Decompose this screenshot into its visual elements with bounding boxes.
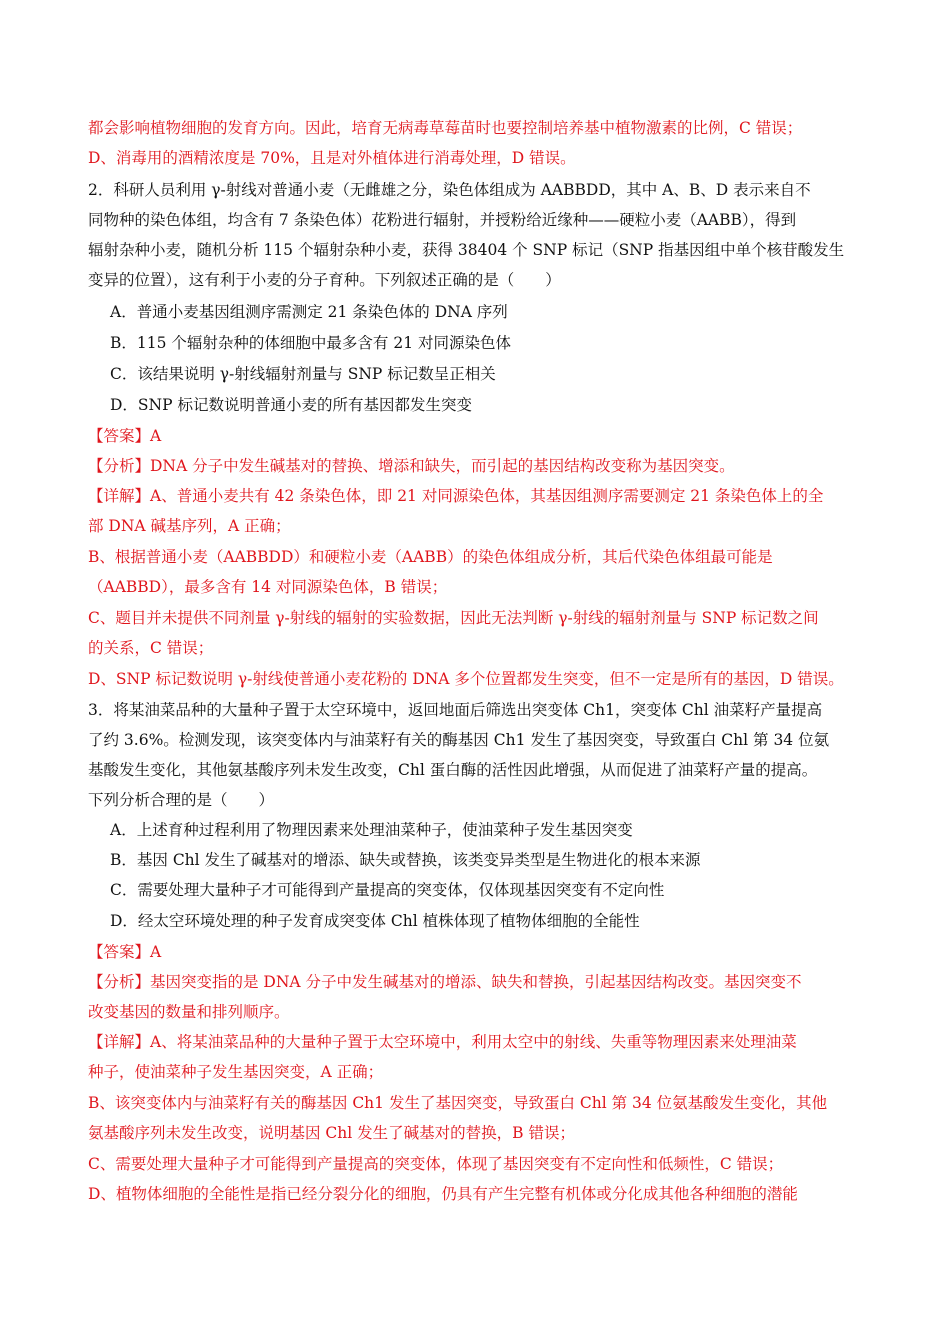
- question-2-stem: 变异的位置），这有利于小麦的分子育种。下列叙述正确的是（ ）: [88, 271, 561, 289]
- question-2-option-d: D．SNP 标记数说明普通小麦的所有基因都发生突变: [110, 396, 472, 414]
- question-3-stem: 基酸发生变化，其他氨基酸序列未发生改变，Chl 蛋白酶的活性因此增强，从而促进了油菜籽产量的提高。: [88, 761, 818, 779]
- explanation-line: D、植物体细胞的全能性是指已经分裂分化的细胞，仍具有产生完整有机体或分化成其他各种细胞的潜能: [88, 1185, 798, 1203]
- explanation-line: 的关系，C 错误；: [88, 639, 214, 657]
- question-3-option-b: B．基因 Chl 发生了碱基对的增添、缺失或替换，该类变异类型是生物进化的根本来源: [110, 851, 701, 869]
- explanation-line: 种子，使油菜种子发生基因突变，A 正确；: [88, 1063, 384, 1081]
- explanation-line: 【详解】A、普通小麦共有 42 条染色体，即 21 对同源染色体，其基因组测序需要测定 21 条染色体上的全: [88, 487, 824, 505]
- answer-line: D、消毒用的酒精浓度是 70%，且是对外植体进行消毒处理，D 错误。: [88, 149, 576, 167]
- question-2-stem: 2．科研人员利用 γ-射线对普通小麦（无雌雄之分，染色体组成为 AABBDD，其中 A、B、D 表示来自不: [88, 181, 811, 199]
- question-3-stem: 了约 3.6%。检测发现，该突变体内与油菜籽有关的酶基因 Ch1 发生了基因突变，导致蛋白 Chl 第 34 位氨: [88, 731, 830, 749]
- explanation-line: 部 DNA 碱基序列，A 正确；: [88, 517, 291, 535]
- answer-line: 都会影响植物细胞的发育方向。因此，培育无病毒草莓苗时也要控制培养基中植物激素的比例，C 错误；: [88, 119, 803, 137]
- question-3-stem: 3．将某油菜品种的大量种子置于太空环境中，返回地面后筛选出突变体 Ch1，突变体 Chl 油菜籽产量提高: [88, 701, 823, 719]
- explanation-line: B、根据普通小麦（AABBDD）和硬粒小麦（AABB）的染色体组成分析，其后代染色体组最可能是: [88, 548, 773, 566]
- question-2-stem: 辐射杂种小麦，随机分析 115 个辐射杂种小麦，获得 38404 个 SNP 标记（SNP 指基因组中单个核苷酸发生: [88, 241, 845, 259]
- explanation-line: 【详解】A、将某油菜品种的大量种子置于太空环境中，利用太空中的射线、失重等物理因素来处理油菜: [88, 1033, 797, 1051]
- question-2-stem: 同物种的染色体组，均含有 7 条染色体）花粉进行辐射，并授粉给近缘种——硬粒小麦（AABB），得到: [88, 211, 797, 229]
- question-2-option-a: A．普通小麦基因组测序需测定 21 条染色体的 DNA 序列: [110, 303, 508, 321]
- analysis-line: 改变基因的数量和排列顺序。: [88, 1003, 290, 1021]
- explanation-line: D、SNP 标记数说明 γ-射线使普通小麦花粉的 DNA 多个位置都发生突变，但不一定是所有的基因，D 错误。: [88, 670, 844, 688]
- analysis-line: 【分析】DNA 分子中发生碱基对的替换、增添和缺失，而引起的基因结构改变称为基因突变。: [88, 457, 735, 475]
- question-2-option-b: B．115 个辐射杂种的体细胞中最多含有 21 对同源染色体: [110, 334, 511, 352]
- explanation-line: C、题目并未提供不同剂量 γ-射线的辐射的实验数据，因此无法判断 γ-射线的辐射剂量与 SNP 标记数之间: [88, 609, 819, 627]
- question-3-option-c: C．需要处理大量种子才可能得到产量提高的突变体，仅体现基因突变有不定向性: [110, 881, 665, 899]
- analysis-line: 【分析】基因突变指的是 DNA 分子中发生碱基对的增添、缺失和替换，引起基因结构改变。基因突变不: [88, 973, 802, 991]
- explanation-line: 氨基酸序列未发生改变，说明基因 Chl 发生了碱基对的替换，B 错误；: [88, 1124, 575, 1142]
- answer-label: 【答案】A: [88, 427, 162, 445]
- question-2-option-c: C．该结果说明 γ-射线辐射剂量与 SNP 标记数呈正相关: [110, 365, 496, 383]
- explanation-line: （AABBD），最多含有 14 对同源染色体，B 错误；: [88, 578, 448, 596]
- answer-label: 【答案】A: [88, 943, 162, 961]
- explanation-line: C、需要处理大量种子才可能得到产量提高的突变体，体现了基因突变有不定向性和低频性，C 错误；: [88, 1155, 784, 1173]
- question-3-option-a: A．上述育种过程利用了物理因素来处理油菜种子，使油菜种子发生基因突变: [110, 821, 633, 839]
- question-3-stem: 下列分析合理的是（ ）: [88, 791, 275, 809]
- explanation-line: B、该突变体内与油菜籽有关的酶基因 Ch1 发生了基因突变，导致蛋白 Chl 第 34 位氨基酸发生变化，其他: [88, 1094, 828, 1112]
- question-3-option-d: D．经太空环境处理的种子发育成突变体 Chl 植株体现了植物体细胞的全能性: [110, 912, 640, 930]
